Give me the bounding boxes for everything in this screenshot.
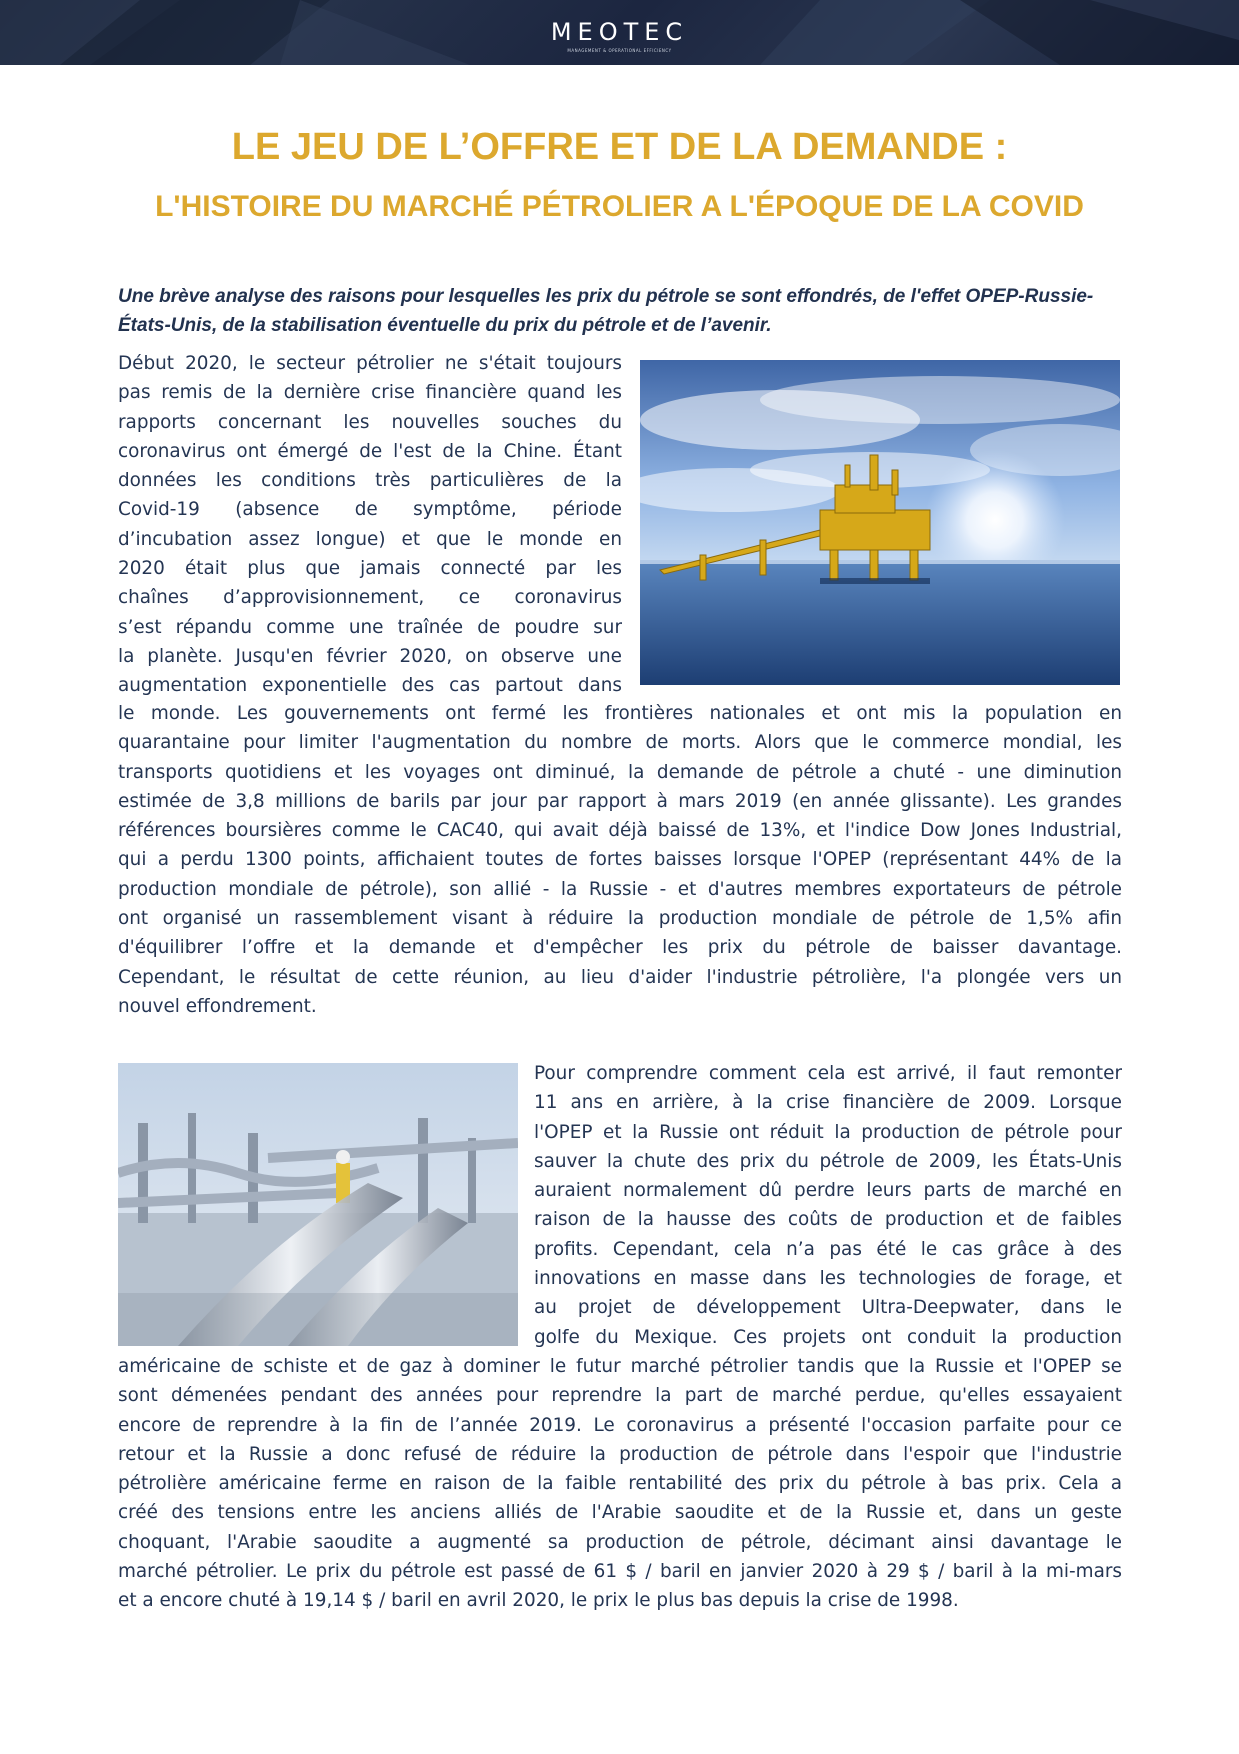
text-line: golfe du Mexique. Ces projets ont conduit la production (534, 1326, 1122, 1348)
page-header-banner (0, 0, 1239, 65)
text-line: sauver la chute des prix du pétrole de 2009, les États-Unis (534, 1150, 1122, 1172)
text-line: pétrolière américaine ferme en raison de la faible rentabilité des prix du pétrole à bas prix. Cela a (118, 1473, 1122, 1495)
text-line: innovations en masse dans les technologies de forage, et (534, 1268, 1122, 1290)
text-line-last: et a encore chuté à 19,14 $ / baril en avril 2020, le prix le plus bas depuis la crise de 1998. (118, 1590, 959, 1612)
text-line: 11 ans en arrière, à la crise financière de 2009. Lorsque (534, 1092, 1122, 1114)
text-line: Pour comprendre comment cela est arrivé, il faut remonter (534, 1063, 1122, 1084)
text-line: données les conditions très particulières de la (118, 470, 622, 492)
text-line: américaine de schiste et de gaz à dominer le futur marché pétrolier tandis que la Russie et l'OPEP se (118, 1356, 1122, 1377)
text-line: 2020 était plus que jamais connecté par les (118, 558, 622, 580)
text-line: marché pétrolier. Le prix du pétrole est passé de 61 $ / baril en janvier 2020 à 29 $ / baril à la mi-mars (118, 1561, 1122, 1583)
text-line: ont organisé un rassemblement visant à réduire la production mondiale de pétrole de 1,5% afin (118, 908, 1122, 930)
text-line: production mondiale de pétrole), son allié - la Russie - et d'autres membres exportateurs de pétrole (118, 878, 1122, 900)
text-line: choquant, l'Arabie saoudite a augmenté sa production de pétrole, décimant ainsi davantage le (118, 1531, 1122, 1553)
text-line: sont démenées pendant des années pour reprendre la part de marché perdue, qu'elles essayaient (118, 1385, 1122, 1407)
text-line: retour et la Russie a donc refusé de réduire la production de pétrole dans l'espoir que l'industrie (118, 1443, 1122, 1465)
text-line: augmentation exponentielle des cas partout dans (118, 675, 622, 697)
text-line: le monde. Les gouvernements ont fermé les frontières nationales et ont mis la population en (118, 703, 1122, 724)
text-line: d'équilibrer l’offre et la demande et d'empêcher les prix du pétrole de baisser davantage. (118, 937, 1122, 959)
section1-text-full-width (118, 699, 1122, 1021)
text-line: estimée de 3,8 millions de barils par jour par rapport à mars 2019 (en année glissante). Les grandes (118, 790, 1122, 812)
article-title: LE JEU DE L’OFFRE ET DE LA DEMANDE : (231, 126, 1008, 168)
offshore-platform-image (640, 360, 1120, 685)
lead-paragraph: Une brève analyse des raisons pour lesquelles les prix du pétrole se sont effondrés, de l'effet OPEP-Russie-États-Unis, de la stabilisation éventuelle du prix du pétrole et de l’avenir. (118, 286, 1094, 336)
text-line: créé des tensions entre les anciens alliés de l'Arabie saoudite et de la Russie et, dans un geste (118, 1502, 1122, 1524)
text-line: Covid-19 (absence de symptôme, période (118, 499, 622, 521)
text-line: transports quotidiens et les voyages ont diminué, la demande de pétrole a chuté - une diminution (118, 761, 1122, 783)
text-line: Cependant, le résultat de cette réunion, au lieu d'aider l'industrie pétrolière, l'a plongée vers un (118, 966, 1122, 988)
article-subtitle: L'HISTOIRE DU MARCHÉ PÉTROLIER A L'ÉPOQUE DE LA COVID (155, 190, 1084, 223)
text-line: au projet de développement Ultra-Deepwater, dans le (534, 1297, 1122, 1319)
text-line: chaînes d’approvisionnement, ce coronavirus (118, 587, 622, 609)
text-line: auraient normalement dû perdre leurs parts de marché en (534, 1180, 1122, 1202)
text-line: d’incubation assez longue) et que le monde en (118, 528, 622, 550)
section2-text-beside-image (534, 1059, 1122, 1352)
text-line: raison de la hausse des coûts de production et de faibles (534, 1209, 1122, 1231)
text-line: Début 2020, le secteur pétrolier ne s'était toujours (118, 353, 622, 374)
text-line: l'OPEP et la Russie ont réduit la production de pétrole pour (534, 1121, 1122, 1143)
text-line: références boursières comme le CAC40, qui avait déjà baissé de 13%, et l'indice Dow Jones Industrial, (118, 820, 1122, 842)
text-line: qui a perdu 1300 points, affichaient toutes de fortes baisses lorsque l'OPEP (représentant 44% de la (118, 849, 1122, 871)
company-tagline: MANAGEMENT & OPERATIONAL EFFICIENCY (567, 48, 672, 53)
company-logo: MEOTEC (550, 18, 689, 46)
pipeline-plant-image (118, 1063, 518, 1346)
text-line: s’est répandu comme une traînée de poudre sur (118, 616, 622, 638)
section1-text-beside-image (118, 349, 622, 701)
text-line: rapports concernant les nouvelles souches du (118, 411, 622, 433)
section2-text-full-width (118, 1352, 1122, 1616)
text-line: coronavirus ont émergé de l'est de la Chine. Étant (118, 440, 622, 462)
text-line-last: nouvel effondrement. (118, 995, 317, 1017)
text-line: profits. Cependant, cela n’a pas été le cas grâce à des (534, 1238, 1122, 1260)
text-line: pas remis de la dernière crise financière quand les (118, 382, 622, 404)
text-line: quarantaine pour limiter l'augmentation du nombre de morts. Alors que le commerce mondial, les (118, 732, 1122, 754)
text-line: la planète. Jusqu'en février 2020, on observe une (118, 645, 622, 667)
text-line: encore de reprendre à la fin de l’année 2019. Le coronavirus a présenté l'occasion parfaite pour ce (118, 1414, 1122, 1436)
